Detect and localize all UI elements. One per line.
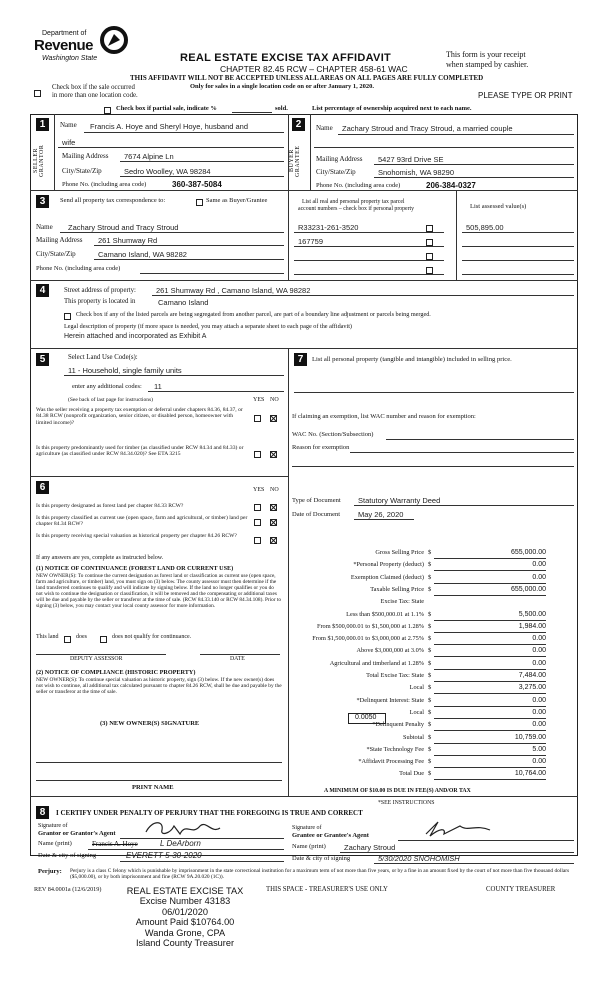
seller-city-value[interactable]: Sedro Woolley, WA 98284 [124, 167, 211, 176]
tax-row-value[interactable]: 0.00 [532, 635, 546, 642]
tax-row-value[interactable]: 10,764.00 [514, 770, 546, 777]
tax-row-value[interactable]: 5.00 [532, 746, 546, 753]
stamp-line: Island County Treasurer [135, 938, 235, 949]
same-as-buyer-checkbox[interactable] [196, 198, 203, 206]
correspondence-name-value[interactable]: Zachary Stroud and Tracy Stroud [68, 223, 179, 232]
tax-row-label: Local [409, 684, 424, 691]
seller-name-value[interactable]: Francis A. Hoye and Sheryl Hoye, husband and [90, 122, 249, 131]
county-treasurer-label: COUNTY TREASURER [486, 886, 556, 893]
tax-row-value[interactable]: 0.00 [532, 660, 546, 667]
notice-continuance-body: NEW OWNER(S): To continue the current designation as forest land or classification as current use (open space, farm and agriculture, or timber) land, you must sign on (3) below. The county assessor must then determine if the land transferred continues to qualify and will indicate by signing below. If the land no longer qualifies or you do not wish to continue the designation or classification, it will be removed and the compensating or additional taxes will be due and payable by the seller or transferor at the time of sale. (RCW 84.33.140 or RCW 84.34.108). Prior to signing (3) below, you may contact your local county assessor for more information. [36, 573, 282, 610]
stamp-line: 06/01/2020 [162, 906, 208, 917]
treasurer-stamp [110, 886, 260, 948]
grantee-signature-label-2: Grantee or Grantee's Agent [292, 832, 369, 839]
dollar-sign: $ [428, 611, 432, 618]
dollar-sign: $ [428, 574, 432, 581]
send-correspondence-label: Send all property tax correspondence to: [60, 197, 166, 204]
forest-no-checkbox[interactable] [270, 503, 277, 511]
grantor-signature-image[interactable] [140, 816, 260, 840]
partial-sale-label: Check box if partial sale, indicate % [116, 105, 217, 112]
tax-row-label: Above $3,000,000 at 3.0% [356, 647, 424, 654]
minimum-note: A MINIMUM OF $10.00 IS DUE IN FEE(S) AND/OR TAX [324, 788, 471, 794]
dollar-sign: $ [428, 697, 432, 704]
doc-date-label: Date of Document [292, 511, 341, 518]
stamp-line: Wanda Grone, CPA [144, 927, 226, 938]
seller-mailing-value[interactable]: 7674 Alpine Ln [124, 152, 174, 161]
notice-compliance-body: NEW OWNER(S): To continue special valuation as historic property, sign (3) below. If the new owner(s) does not wish to continue, all additional tax calculated pursuant to chapter 84.26 RCW, shall be due and payable by the seller or transferor at the time of sale. [36, 677, 282, 696]
current-use-no-checkbox[interactable] [270, 518, 277, 526]
tax-row-value[interactable]: 0.00 [532, 561, 546, 568]
tax-row-label: Subtotal [403, 734, 424, 741]
additional-codes-label: enter any additional codes: [72, 383, 142, 390]
perjury-body: Perjury is a class C felony which is punishable by imprisonment in the state correctional institution for a maximum term of not more than five years, or by a fine in an amount fixed by the court of not more than five thousand dollars ($5,000.00), or by both imprisonment and fine (RCW 9A.20.020 (1C)). [70, 868, 570, 881]
section-2-badge: 2 [292, 118, 305, 131]
correspondence-phone-label: Phone No. (including area code) [36, 265, 121, 272]
form-title: REAL ESTATE EXCISE TAX AFFIDAVIT [180, 52, 392, 64]
parcel-row[interactable]: 167759 [298, 237, 324, 246]
grantor-name-label: Name (print) [38, 840, 72, 847]
section-4-badge: 4 [36, 284, 49, 297]
seller-grantor-label: SELLER GRANTOR [33, 144, 45, 178]
segregated-checkbox[interactable] [64, 312, 71, 320]
correspondence-name-label: Name [36, 223, 53, 231]
section-7-badge: 7 [294, 353, 307, 366]
grantee-date-label: Date & city of signing [292, 855, 351, 862]
stamp-line: Excise Number 43183 [139, 896, 231, 907]
deputy-assessor-label: DEPUTY ASSESSOR [70, 656, 123, 662]
tax-row-label: Exemption Claimed (deduct) [350, 574, 424, 581]
correspondence-mailing-value[interactable]: 261 Shumway Rd [98, 236, 158, 245]
buyer-mailing-value[interactable]: 5427 93rd Drive SE [378, 155, 444, 164]
doc-type-value[interactable]: Statutory Warranty Deed [358, 496, 441, 505]
stamp-line: REAL ESTATE EXCISE TAX [126, 886, 244, 896]
multi-location-label-1: Check box if the sale occurred [52, 84, 135, 91]
grantee-signature-label-1: Signature of [292, 825, 322, 831]
q2-yes-checkbox[interactable] [254, 450, 261, 458]
parcel-personal-checkbox[interactable] [426, 266, 433, 274]
dollar-sign: $ [428, 586, 432, 593]
assessed-value[interactable]: 505,895.00 [466, 223, 504, 232]
tax-row-value[interactable]: 0.00 [532, 647, 546, 654]
tax-row-value[interactable]: 655,000.00 [510, 586, 546, 593]
section-5-badge: 5 [36, 353, 49, 366]
grantor-signature-label-2: Grantor or Grantor's Agent [38, 830, 116, 837]
additional-codes-value[interactable]: 11 [154, 382, 162, 391]
perjury-title: Perjury: [38, 868, 62, 875]
exemption-claim-label: If claiming an exemption, list WAC number and reason for exemption: [292, 413, 476, 420]
does-not-label: does not qualify for continuance. [112, 634, 192, 640]
if-yes-note: If any answers are yes, complete as instructed below. [36, 555, 164, 561]
warning-banner: THIS AFFIDAVIT WILL NOT BE ACCEPTED UNLESS ALL AREAS ON ALL PAGES ARE FULLY COMPLETED [130, 74, 484, 82]
dollar-sign: $ [428, 672, 432, 679]
segregated-label: Check box if any of the listed parcels are being segregated from another parcel, are part of a boundary line adjustment or parcels being merged. [76, 311, 431, 318]
buyer-name-value[interactable]: Zachary Stroud and Tracy Stroud, a married couple [342, 124, 513, 133]
does-label: does [76, 634, 87, 640]
correspondence-city-value[interactable]: Camano Island, WA 98282 [98, 250, 187, 259]
doc-type-label: Type of Document [292, 497, 341, 504]
new-owner-signature-label: (3) NEW OWNER(S) SIGNATURE [100, 720, 200, 727]
parcel-header-2: account numbers – check box if personal property [298, 206, 415, 212]
historic-question: Is this property receiving special valuation as historical property per chapter 84.26 RCW? [36, 533, 237, 539]
multi-location-label-2: in more than one location code. [52, 92, 138, 99]
dor-logo [30, 26, 130, 70]
current-use-question: Is this property classified as current use (open space, farm and agricultural, or timber) land per chapter 84.34 RCW? [36, 515, 248, 528]
forest-yes-checkbox[interactable] [254, 503, 261, 511]
s6-yes-header: YES [253, 487, 265, 493]
sold-label: sold. [275, 105, 288, 112]
land-use-label: Select Land Use Code(s): [68, 354, 138, 361]
dept-of: Department of [42, 30, 87, 37]
seller-mailing-label: Mailing Address [62, 152, 109, 160]
section-8-badge: 8 [36, 806, 49, 819]
dollar-sign: $ [428, 709, 432, 716]
same-as-buyer-label: Same as Buyer/Grantee [206, 197, 268, 204]
treasurer-space-label: THIS SPACE - TREASURER'S USE ONLY [266, 886, 388, 893]
dollar-sign: $ [428, 647, 432, 654]
tax-row-label: Less than $500,000.01 at 1.1% [346, 611, 424, 618]
reason-label: Reason for exemption [292, 444, 350, 451]
correspondence-city-label: City/State/Zip [36, 250, 76, 258]
partial-sale-checkbox[interactable] [104, 106, 111, 114]
does-checkbox[interactable] [64, 635, 71, 643]
seller-phone-value[interactable]: 360-387-5084 [172, 180, 222, 189]
q1-no-checkbox[interactable] [270, 414, 277, 422]
type-or-print: PLEASE TYPE OR PRINT [478, 91, 573, 100]
tax-row-value[interactable]: 0.00 [532, 721, 546, 728]
doc-date-value[interactable]: May 26, 2020 [358, 510, 404, 519]
grantee-name-value[interactable]: Zachary Stroud [344, 843, 396, 852]
tax-row-label: Taxable Selling Price [370, 586, 424, 593]
exemption-question: Was the seller receiving a property tax exemption or deferral under chapters 84.36, 84.37, or 84.38 RCW (nonprofit organization, senior citizen, or disabled person, homeowner with limited income)? [36, 407, 243, 426]
deputy-date-label: DATE [230, 656, 245, 662]
grantee-name-label: Name (print) [292, 843, 326, 850]
tax-row-value[interactable]: 3,275.00 [518, 684, 546, 691]
s5-no-header: NO [270, 397, 279, 403]
dollar-sign: $ [428, 684, 432, 691]
timber-question: Is this property predominantly used for timber (as classified under RCW 84.34 and 84.33) or agriculture (as classified under RCW 84.34.020)? See ETA 3215 [36, 445, 244, 458]
tax-row-label: *Delinquent Penalty [372, 721, 424, 728]
buyer-city-value[interactable]: Snohomish, WA 98290 [378, 168, 455, 177]
dollar-sign: $ [428, 635, 432, 642]
tax-row-label: Excise Tax: State [380, 598, 424, 605]
tax-row-value[interactable]: 5,500.00 [518, 611, 546, 618]
dollar-sign: $ [428, 758, 432, 765]
buyer-name-label: Name [316, 124, 333, 132]
tax-row-label: Local [409, 709, 424, 716]
buyer-city-label: City/State/Zip [316, 168, 356, 176]
section-6-badge: 6 [36, 481, 49, 494]
grantor-signature-label-1: Signature of [38, 823, 68, 829]
grantor-date-value[interactable]: EVERETT 5-30-2020 [126, 851, 202, 860]
q1-yes-checkbox[interactable] [254, 414, 261, 422]
tax-row-value[interactable]: 655,000.00 [510, 549, 546, 556]
multi-location-checkbox[interactable] [34, 89, 41, 97]
section-3-badge: 3 [36, 195, 49, 208]
personal-property-label: List all personal property (tangible and intangible) included in selling price. [312, 356, 512, 363]
stamp-line: Amount Paid $10764.00 [135, 917, 235, 928]
dollar-sign: $ [428, 770, 432, 777]
dollar-sign: $ [428, 561, 432, 568]
local-rate-value[interactable]: 0.0050 [355, 714, 377, 721]
historic-yes-checkbox[interactable] [254, 536, 261, 544]
seller-phone-label: Phone No. (including area code) [62, 181, 147, 188]
tax-row-label: *Affidavit Processing Fee [358, 758, 424, 765]
buyer-grantee-label: BUYER GRANTEE [289, 145, 301, 177]
dollar-sign: $ [428, 623, 432, 630]
parcel-personal-checkbox[interactable] [426, 224, 433, 232]
tax-row-value[interactable]: 0.00 [532, 709, 546, 716]
located-in-label: This property is located in [64, 298, 136, 305]
tax-row-value[interactable]: 7,484.00 [518, 672, 546, 679]
see-back-note: (See back of last page for instructions) [68, 397, 153, 403]
seller-name-value-2[interactable]: wife [62, 138, 76, 147]
buyer-mailing-label: Mailing Address [316, 155, 363, 163]
parcel-header-1: List all real and personal property tax parcel [302, 199, 405, 205]
wac-label: WAC No. (Section/Subsection) [292, 431, 374, 438]
buyer-phone-label: Phone No. (including area code) [316, 182, 401, 189]
revenue-wordmark: Revenue [34, 37, 94, 54]
forest-land-question: Is this property designated as forest land per chapter 84.33 RCW? [36, 503, 184, 509]
form-revision: REV 84.0001a (12/6/2019) [34, 886, 102, 893]
print-name-label: PRINT NAME [132, 784, 174, 791]
grantor-name-handwritten[interactable]: L DeArborn [160, 839, 201, 848]
grantor-date-label: Date & city of signing [38, 852, 97, 859]
does-not-checkbox[interactable] [100, 635, 107, 643]
single-location-note: Only for sales in a single location code on or after January 1, 2020. [190, 83, 374, 90]
revenue-logo-icon [100, 26, 128, 54]
seller-city-label: City/State/Zip [62, 167, 102, 175]
tax-row-label: From $500,000.01 to $1,500,000 at 1.28% [316, 623, 424, 630]
tax-row-label: *Personal Property (deduct) [353, 561, 424, 568]
grantor-name-value[interactable]: Francis A. Hoye [92, 840, 138, 848]
tax-row-value[interactable]: 0.00 [532, 758, 546, 765]
section-1-badge: 1 [36, 118, 49, 131]
washington-state: Washington State [42, 55, 98, 62]
historic-no-checkbox[interactable] [270, 536, 277, 544]
parcel-personal-checkbox[interactable] [426, 252, 433, 260]
grantee-date-value[interactable]: 5/30/2020 SNOHOMISH [378, 854, 460, 863]
tax-row-label: Gross Selling Price [375, 549, 424, 556]
notice-compliance-title: (2) NOTICE OF COMPLIANCE (HISTORIC PROPERTY) [36, 669, 196, 676]
current-use-yes-checkbox[interactable] [254, 518, 261, 526]
dollar-sign: $ [428, 746, 432, 753]
tax-row-value[interactable]: 0.00 [532, 697, 546, 704]
street-address-value[interactable]: 261 Shumway Rd , Camano Island, WA 98282 [156, 286, 311, 295]
seller-name-label: Name [60, 121, 77, 129]
s6-no-header: NO [270, 487, 279, 493]
receipt-note-2: when stamped by cashier. [446, 60, 529, 69]
q2-no-checkbox[interactable] [270, 450, 277, 458]
tax-row-value[interactable]: 10,759.00 [514, 734, 546, 741]
street-address-label: Street address of property: [64, 287, 136, 294]
tax-row-value[interactable]: 0.00 [532, 574, 546, 581]
dollar-sign: $ [428, 734, 432, 741]
see-instructions-note: *SEE INSTRUCTIONS [378, 800, 435, 806]
dollar-sign: $ [428, 721, 432, 728]
tax-row-label: From $1,500,000.01 to $3,000,000 at 2.75% [312, 635, 424, 642]
tax-row-label: *State Technology Fee [366, 746, 424, 753]
tax-row-value[interactable]: 1,984.00 [518, 623, 546, 630]
assessed-header: List assessed value(s) [470, 203, 527, 210]
dollar-sign: $ [428, 660, 432, 667]
this-land-label: This land [36, 634, 59, 640]
parcel-row[interactable]: R33231-261-3520 [298, 223, 359, 232]
land-use-select[interactable]: 11 - Household, single family units [68, 366, 182, 375]
parcel-personal-checkbox[interactable] [426, 238, 433, 246]
tax-row-label: Total Due [399, 770, 424, 777]
located-in-value[interactable]: Camano Island [158, 298, 209, 307]
certify-statement: I CERTIFY UNDER PENALTY OF PERJURY THAT THE FOREGOING IS TRUE AND CORRECT [56, 809, 363, 817]
correspondence-mailing-label: Mailing Address [36, 236, 83, 244]
form-subtitle: CHAPTER 82.45 RCW – CHAPTER 458-61 WAC [220, 64, 408, 74]
grantee-signature-image[interactable] [420, 818, 500, 840]
tax-row-label: Total Excise Tax: State [366, 672, 424, 679]
legal-description-value[interactable]: Herein attached and incorporated as Exhibit A [64, 333, 207, 340]
legal-description-label: Legal description of property (if more space is needed, you may attach a separate sheet to each page of the affidavit) [64, 323, 352, 330]
s5-yes-header: YES [253, 397, 265, 403]
tax-row-label: Agricultural and timberland at 1.28% [329, 660, 424, 667]
ownership-note: List percentage of ownership acquired next to each name. [312, 105, 472, 112]
notice-continuance-title: (1) NOTICE OF CONTINUANCE (FOREST LAND OR CURRENT USE) [36, 565, 234, 572]
tax-row-label: *Delinquent Interest: State [356, 697, 424, 704]
dollar-sign: $ [428, 549, 432, 556]
buyer-phone-value[interactable]: 206-384-0327 [426, 181, 476, 190]
receipt-note-1: This form is your receipt [446, 50, 526, 59]
